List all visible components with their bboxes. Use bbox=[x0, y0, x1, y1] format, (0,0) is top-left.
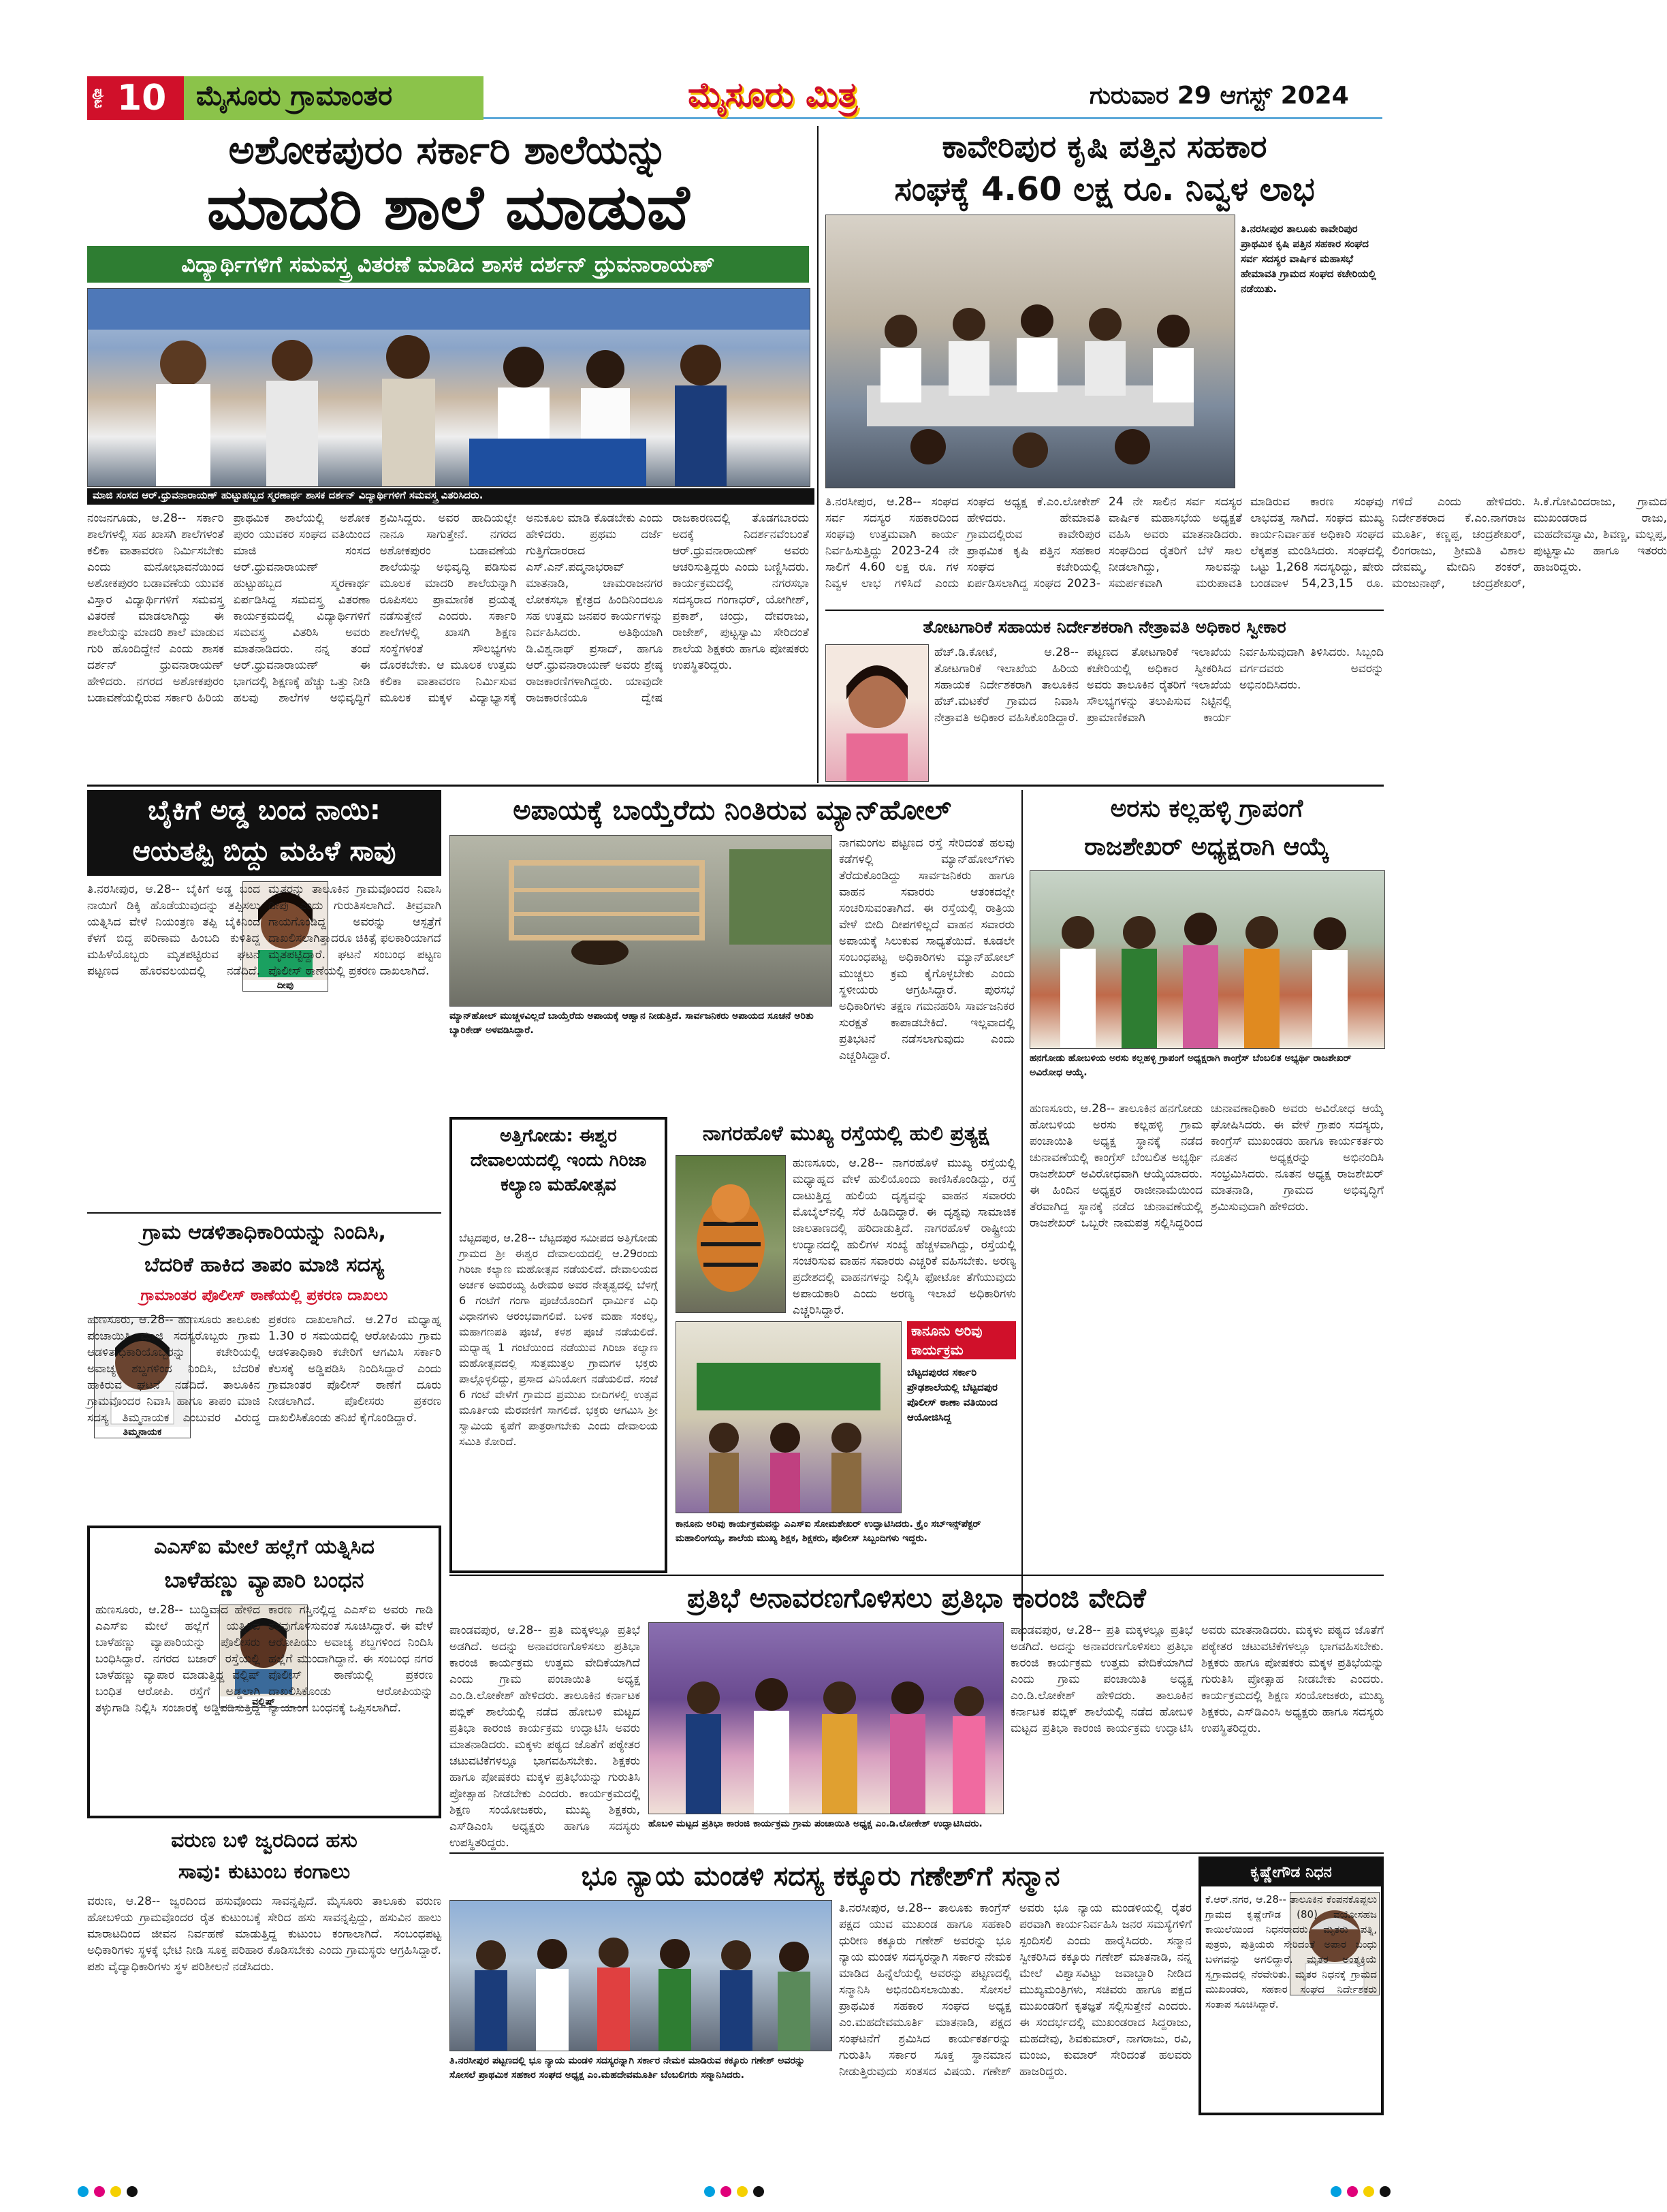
tiger-photo bbox=[676, 1155, 786, 1313]
registration-marks bbox=[0, 2179, 1468, 2207]
divider-threat bbox=[87, 1212, 441, 1214]
masthead-text: ಮೈಸೂರು ಮಿತ್ರ bbox=[688, 75, 858, 114]
legal-photo bbox=[676, 1321, 902, 1513]
page-number: 10 bbox=[117, 78, 167, 118]
legal-headline-1: ಕಾನೂನು ಅರಿವು bbox=[907, 1321, 1016, 1340]
honour-photo bbox=[449, 1900, 832, 2051]
registration-dot-magenta-icon bbox=[94, 2186, 105, 2197]
arrest-body: ಹುಣಸೂರು, ಆ.28-- ಬುದ್ಧಿವಾದ ಹೇಳಿದ ಎಎಸ್‌ಐ ಮೇಲೆ ಹಲ್ಲೆಗೆ ಯತ್ನಿಸಿದ ಬಾಳೆಹಣ್ಣು ವ್ಯಾಪಾರಿಯನ್ನು ಪೊಲೀಸರು ಬಂಧಿಸಿದ್ದಾರೆ. ನಗರದ ಬಜಾರ್ ರಸ್ತೆಯಲ್ಲಿ ಬಾಳೆಹಣ್ಣು ವ್ಯಾಪಾರ ಮಾಡುತ್ತಿದ್ದ ವಲ್ಲಿಷ್ ಬಂಧಿತ ಆರೋಪಿ. ರಸ್ತೆಗೆ ಅಡ್ಡಲಾಗಿ ತಳ್ಳುಗಾಡಿ ನಿಲ್ಲಿಸಿ ಸಂಚಾರಕ್ಕೆ ಅಡ್ಡಿಪಡಿಸುತ್ತಿದ್ದ ಕಾರಣ ಗಸ್ತಿನಲ್ಲಿದ್ದ ಎಎಸ್‌ಐ ಅವರು ಗಾಡಿ ತೆರವುಗೊಳಿಸುವಂತೆ ಸೂಚಿಸಿದ್ದಾರೆ. ಈ ವೇಳೆ ಆರೋಪಿಯು ಅವಾಚ್ಯ ಶಬ್ದಗಳಿಂದ ನಿಂದಿಸಿ ಹಲ್ಲೆಗೆ ಮುಂದಾಗಿದ್ದಾನೆ. ಈ ಸಂಬಂಧ ನಗರ ಪೊಲೀಸ್ ಠಾಣೆಯಲ್ಲಿ ಪ್ರಕರಣ ದಾಖಲಿಸಿಕೊಂಡು ಆರೋಪಿಯನ್ನು ನ್ಯಾಯಾಂಗ ಬಂಧನಕ್ಕೆ ಒಪ್ಪಿಸಲಾಗಿದೆ. bbox=[95, 1603, 433, 1715]
school-article bbox=[87, 126, 809, 783]
tiger-icon bbox=[676, 1156, 785, 1312]
divider-mid-right bbox=[1021, 790, 1023, 1641]
legal-headline-2: ಕಾರ್ಯಕ್ರಮ bbox=[907, 1340, 1016, 1359]
talent-body-right: ಪಾಂಡವಪುರ, ಆ.28-- ಪ್ರತಿ ಮಕ್ಕಳಲ್ಲೂ ಪ್ರತಿಭೆ ಅಡಗಿದೆ. ಅದನ್ನು ಅನಾವರಣಗೊಳಿಸಲು ಪ್ರತಿಭಾ ಕಾರಂಜಿ ಕಾರ್ಯಕ್ರಮ ಉತ್ತಮ ವೇದಿಕೆಯಾಗಿದೆ ಎಂದು ಗ್ರಾಮ ಪಂಚಾಯಿತಿ ಅಧ್ಯಕ್ಷ ಎಂ.ಡಿ.ಲೋಕೇಶ್ ಹೇಳಿದರು. ತಾಲೂಕಿನ ಕರ್ನಾಟಕ ಪಬ್ಲಿಕ್ ಶಾಲೆಯಲ್ಲಿ ನಡೆದ ಹೋಬಳಿ ಮಟ್ಟದ ಪ್ರತಿಭಾ ಕಾರಂಜಿ ಕಾರ್ಯಕ್ರಮ ಉದ್ಘಾಟಿಸಿ ಅವರು ಮಾತನಾಡಿದರು. ಮಕ್ಕಳು ಪಠ್ಯದ ಜೊತೆಗೆ ಪಠ್ಯೇತರ ಚಟುವಟಿಕೆಗಳಲ್ಲೂ ಭಾಗವಹಿಸಬೇಕು. ಶಿಕ್ಷಕರು ಹಾಗೂ ಪೋಷಕರು ಮಕ್ಕಳ ಪ್ರತಿಭೆಯನ್ನು ಗುರುತಿಸಿ ಪ್ರೋತ್ಸಾಹ ನೀಡಬೇಕು ಎಂದರು. ಕಾರ್ಯಕ್ರಮದಲ್ಲಿ ಶಿಕ್ಷಣ ಸಂಯೋಜಕರು, ಮುಖ್ಯ ಶಿಕ್ಷಕರು, ಎಸ್‌ಡಿಎಂಸಿ ಅಧ್ಯಕ್ಷರು ಹಾಗೂ ಸದಸ್ಯರು ಉಪಸ್ಥಿತರಿದ್ದರು. bbox=[1011, 1624, 1384, 1735]
fever-headline-2: ಸಾವು: ಕುಟುಂಬ ಕಂಗಾಲು bbox=[178, 1860, 351, 1884]
divider-mid-row bbox=[87, 785, 1384, 787]
registration-dot-black-icon bbox=[753, 2186, 764, 2197]
school-photo-figures-icon bbox=[88, 289, 810, 486]
talent-article bbox=[449, 1579, 1384, 1850]
registration-dot-yellow-icon bbox=[1363, 2186, 1374, 2197]
registration-dot-black-icon bbox=[1380, 2186, 1391, 2197]
appointment-article bbox=[825, 613, 1384, 783]
woman-portrait-icon bbox=[826, 645, 928, 781]
divider-appointment bbox=[825, 610, 1384, 611]
legal-side-caption: ಬೆಟ್ಟದಪುರದ ಸರ್ಕಾರಿ ಪ್ರೌಢಶಾಲೆಯಲ್ಲಿ ಬೆಟ್ಟದಪುರ ಪೊಲೀಸ್ ಠಾಣಾ ವತಿಯಿಂದ ಆಯೋಜಿಸಿದ್ದ bbox=[907, 1366, 998, 1423]
dog-headline-2: ಆಯತಪ್ಪಿ ಬಿದ್ದು ಮಹಿಳೆ ಸಾವು bbox=[132, 836, 396, 867]
arasu-headline-1: ಅರಸು ಕಲ್ಲಹಳ್ಳಿ ಗ್ರಾಪಂಗೆ bbox=[1110, 795, 1303, 823]
arasu-article bbox=[1030, 790, 1384, 1498]
dog-headline-box bbox=[87, 790, 441, 876]
manhole-article bbox=[449, 790, 1015, 1062]
threat-headline-2: ಬೆದರಿಕೆ ಹಾಕಿದ ತಾಪಂ ಮಾಜಿ ಸದಸ್ಯ bbox=[144, 1253, 384, 1277]
arrest-headline-2: ಬಾಳೆಹಣ್ಣು ವ್ಯಾಪಾರಿ ಬಂಧನ bbox=[164, 1567, 364, 1593]
registration-dot-black-icon bbox=[127, 2186, 138, 2197]
appointment-body: ಹೆಚ್.ಡಿ.ಕೋಟೆ, ಆ.28-- ತೋಟಗಾರಿಕೆ ಇಲಾಖೆಯ ಹಿರಿಯ ಸಹಾಯಕ ನಿರ್ದೇಶಕರಾಗಿ ತಾಲೂಕಿನ ಹೆಚ್.ಮಟಕೆರೆ ಗ್ರಾಮದ ನಿವಾಸಿ ನೇತ್ರಾವತಿ ಅಧಿಕಾರ ವಹಿಸಿಕೊಂಡಿದ್ದಾರೆ. ಪಟ್ಟಣದ ತೋಟಗಾರಿಕೆ ಇಲಾಖೆಯ ಕಚೇರಿಯಲ್ಲಿ ಅಧಿಕಾರ ಸ್ವೀಕರಿಸಿದ ಅವರು ತಾಲೂಕಿನ ರೈತರಿಗೆ ಇಲಾಖೆಯ ಸೌಲಭ್ಯಗಳನ್ನು ತಲುಪಿಸುವ ನಿಟ್ಟಿನಲ್ಲಿ ಪ್ರಾಮಾಣಿಕವಾಗಿ ಕಾರ್ಯ ನಿರ್ವಹಿಸುವುದಾಗಿ ತಿಳಿಸಿದರು. ಸಿಬ್ಬಂದಿ ವರ್ಗದವರು ಅವರನ್ನು ಅಭಿನಂದಿಸಿದರು. bbox=[934, 646, 1384, 725]
obituary-box bbox=[1198, 1856, 1384, 2115]
manhole-photo bbox=[449, 835, 832, 1007]
threat-photo-label: ತಿಮ್ಮನಾಯಕ bbox=[95, 1427, 190, 1438]
honour-headline: ಭೂ ನ್ಯಾಯ ಮಂಡಳಿ ಸದಸ್ಯ ಕಕ್ಕೂರು ಗಣೇಶ್‌ಗೆ ಸನ್ಮಾನ bbox=[581, 1861, 1060, 1892]
manhole-caption: ಮ್ಯಾನ್‌ಹೋಲ್ ಮುಚ್ಚಳವಿಲ್ಲದೆ ಬಾಯ್ತೆರೆದು ಅಪಾಯಕ್ಕೆ ಆಹ್ವಾನ ನೀಡುತ್ತಿದೆ. ಸಾರ್ವಜನಿಕರು ಅಪಾಯದ ಸೂಚನೆ ಅರಿತು ಬ್ಯಾರಿಕೇಡ್ ಅಳವಡಿಸಿದ್ದಾರೆ. bbox=[449, 1011, 814, 1036]
manhole-barricade-icon bbox=[450, 836, 831, 1006]
dog-photo-label: ದೀಪು bbox=[243, 980, 328, 991]
page-label: ಪುಟ bbox=[91, 89, 108, 109]
coop-photo-meeting-icon bbox=[826, 215, 1235, 488]
arasu-body: ಹುಣಸೂರು, ಆ.28-- ತಾಲೂಕಿನ ಹನಗೋಡು ಹೋಬಳಿಯ ಅರಸು ಕಲ್ಲಹಳ್ಳಿ ಗ್ರಾಮ ಪಂಚಾಯಿತಿ ಅಧ್ಯಕ್ಷ ಸ್ಥಾನಕ್ಕೆ ನಡೆದ ಚುನಾವಣೆಯಲ್ಲಿ ಕಾಂಗ್ರೆಸ್ ಬೆಂಬಲಿತ ಅಭ್ಯರ್ಥಿ ರಾಜಶೇಖರ್ ಅವಿರೋಧವಾಗಿ ಆಯ್ಕೆಯಾದರು. ಈ ಹಿಂದಿನ ಅಧ್ಯಕ್ಷರ ರಾಜೀನಾಮೆಯಿಂದ ತೆರವಾಗಿದ್ದ ಸ್ಥಾನಕ್ಕೆ ನಡೆದ ಚುನಾವಣೆಯಲ್ಲಿ ರಾಜಶೇಖರ್ ಒಬ್ಬರೇ ನಾಮಪತ್ರ ಸಲ್ಲಿಸಿದ್ದರಿಂದ ಚುನಾವಣಾಧಿಕಾರಿ ಅವರು ಅವಿರೋಧ ಆಯ್ಕೆ ಘೋಷಿಸಿದರು. ಈ ವೇಳೆ ಗ್ರಾಪಂ ಸದಸ್ಯರು, ಕಾಂಗ್ರೆಸ್ ಮುಖಂಡರು ಹಾಗೂ ಕಾರ್ಯಕರ್ತರು ನೂತನ ಅಧ್ಯಕ್ಷರನ್ನು ಅಭಿನಂದಿಸಿ ಸಂಭ್ರಮಿಸಿದರು. ನೂತನ ಅಧ್ಯಕ್ಷ ರಾಜಶೇಖರ್ ಮಾತನಾಡಿ, ಗ್ರಾಮದ ಅಭಿವೃದ್ಧಿಗೆ ಶ್ರಮಿಸುವುದಾಗಿ ಹೇಳಿದರು. bbox=[1030, 1102, 1384, 1230]
talent-stage-icon bbox=[649, 1623, 1003, 1814]
registration-dot-cyan-icon bbox=[704, 2186, 715, 2197]
talent-caption: ಹೊಬಳಿ ಮಟ್ಟದ ಪ್ರತಿಭಾ ಕಾರಂಜಿ ಕಾರ್ಯಕ್ರಮ ಗ್ರಾಮ ಪಂಚಾಯಿತಿ ಅಧ್ಯಕ್ಷ ಎಂ.ಡಿ.ಲೋಕೇಶ್ ಉದ್ಘಾಟಿಸಿದರು. bbox=[648, 1818, 983, 1829]
appointment-portrait bbox=[825, 644, 929, 782]
tiger-article bbox=[676, 1117, 1016, 1573]
coop-photo bbox=[825, 215, 1235, 488]
threat-headline-1: ಗ್ರಾಮ ಆಡಳಿತಾಧಿಕಾರಿಯನ್ನು ನಿಂದಿಸಿ, bbox=[142, 1220, 386, 1244]
dog-headline-1: ಬೈಕಿಗೆ ಅಡ್ಡ ಬಂದ ನಾಯಿ: bbox=[148, 795, 381, 826]
tiger-body: ಹುಣಸೂರು, ಆ.28-- ನಾಗರಹೊಳೆ ಮುಖ್ಯ ರಸ್ತೆಯಲ್ಲಿ ಮಧ್ಯಾಹ್ನದ ವೇಳೆ ಹುಲಿಯೊಂದು ಕಾಣಿಸಿಕೊಂಡಿದ್ದು, ರಸ್ತೆ ದಾಟುತ್ತಿದ್ದ ಹುಲಿಯ ದೃಶ್ಯವನ್ನು ವಾಹನ ಸವಾರರು ಮೊಬೈಲ್‌ನಲ್ಲಿ ಸೆರೆ ಹಿಡಿದಿದ್ದಾರೆ. ಈ ದೃಶ್ಯವು ಸಾಮಾಜಿಕ ಜಾಲತಾಣದಲ್ಲಿ ಹರಿದಾಡುತ್ತಿದೆ. ನಾಗರಹೊಳೆ ರಾಷ್ಟ್ರೀಯ ಉದ್ಯಾನದಲ್ಲಿ ಹುಲಿಗಳ ಸಂಖ್ಯೆ ಹೆಚ್ಚಳವಾಗಿದ್ದು, ರಸ್ತೆಯಲ್ಲಿ ಸಂಚರಿಸುವ ವಾಹನ ಸವಾರರು ಎಚ್ಚರಿಕೆ ವಹಿಸಬೇಕು. ಅರಣ್ಯ ಪ್ರದೇಶದಲ್ಲಿ ವಾಹನಗಳನ್ನು ನಿಲ್ಲಿಸಿ ಫೋಟೋ ತೆಗೆಯುವುದು ಅಪಾಯಕಾರಿ ಎಂದು ಅರಣ್ಯ ಇಲಾಖೆ ಅಧಿಕಾರಿಗಳು ಎಚ್ಚರಿಸಿದ್ದಾರೆ. bbox=[793, 1156, 1016, 1317]
divider-top-center bbox=[817, 126, 819, 783]
honour-body: ತಿ.ನರಸೀಪುರ, ಆ.28-- ತಾಲೂಕು ಕಾಂಗ್ರೆಸ್ ಪಕ್ಷದ ಯುವ ಮುಖಂಡ ಹಾಗೂ ಸಹಕಾರಿ ಧುರೀಣ ಕಕ್ಕೂರು ಗಣೇಶ್ ಅವರನ್ನು ಭೂ ನ್ಯಾಯ ಮಂಡಳಿ ಸದಸ್ಯರನ್ನಾಗಿ ಸರ್ಕಾರ ನೇಮಕ ಮಾಡಿದ ಹಿನ್ನೆಲೆಯಲ್ಲಿ ಅವರನ್ನು ಪಟ್ಟಣದಲ್ಲಿ ಸನ್ಮಾನಿಸಿ ಅಭಿನಂದಿಸಲಾಯಿತು. ಸೋಸಲೆ ಪ್ರಾಥಮಿಕ ಸಹಕಾರ ಸಂಘದ ಅಧ್ಯಕ್ಷ ಎಂ.ಮಹದೇವಮೂರ್ತಿ ಮಾತನಾಡಿ, ಪಕ್ಷದ ಸಂಘಟನೆಗೆ ಶ್ರಮಿಸಿದ ಕಾರ್ಯಕರ್ತರನ್ನು ಗುರುತಿಸಿ ಸರ್ಕಾರ ಸೂಕ್ತ ಸ್ಥಾನಮಾನ ನೀಡುತ್ತಿರುವುದು ಸಂತಸದ ವಿಷಯ. ಗಣೇಶ್ ಅವರು ಭೂ ನ್ಯಾಯ ಮಂಡಳಿಯಲ್ಲಿ ರೈತರ ಪರವಾಗಿ ಕಾರ್ಯನಿರ್ವಹಿಸಿ ಜನರ ಸಮಸ್ಯೆಗಳಿಗೆ ಸ್ಪಂದಿಸಲಿ ಎಂದು ಹಾರೈಸಿದರು. ಸನ್ಮಾನ ಸ್ವೀಕರಿಸಿದ ಕಕ್ಕೂರು ಗಣೇಶ್ ಮಾತನಾಡಿ, ನನ್ನ ಮೇಲೆ ವಿಶ್ವಾಸವಿಟ್ಟು ಜವಾಬ್ದಾರಿ ನೀಡಿದ ಮುಖ್ಯಮಂತ್ರಿಗಳು, ಸಚಿವರು ಹಾಗೂ ಪಕ್ಷದ ಮುಖಂಡರಿಗೆ ಕೃತಜ್ಞತೆ ಸಲ್ಲಿಸುತ್ತೇನೆ ಎಂದರು. ಈ ಸಂದರ್ಭದಲ್ಲಿ ಮುಖಂಡರಾದ ಸಿದ್ದರಾಜು, ಮಹದೇವು, ಶಿವಕುಮಾರ್, ನಾಗರಾಜು, ರವಿ, ಮಂಜು, ಕುಮಾರ್ ಸೇರಿದಂತೆ ಹಲವರು ಹಾಜರಿದ್ದರು. bbox=[839, 1901, 1192, 2079]
temple-body: ಬೆಟ್ಟದಪುರ, ಆ.28-- ಬೆಟ್ಟದಪುರ ಸಮೀಪದ ಅತ್ತಿಗೋಡು ಗ್ರಾಮದ ಶ್ರೀ ಈಶ್ವರ ದೇವಾಲಯದಲ್ಲಿ ಆ.29ರಂದು ಗಿರಿಜಾ ಕಲ್ಯಾಣ ಮಹೋತ್ಸವ ನಡೆಯಲಿದೆ. ದೇವಾಲಯದ ಅರ್ಚಕ ಅಮರಯ್ಯ ಹಿರೇಮಠ ಅವರ ನೇತೃತ್ವದಲ್ಲಿ ಬೆಳಗ್ಗೆ 6 ಗಂಟೆಗೆ ಗಂಗಾ ಪೂಜೆಯೊಂದಿಗೆ ಧಾರ್ಮಿಕ ವಿಧಿ ವಿಧಾನಗಳು ಆರಂಭವಾಗಲಿವೆ. ಬಳಿಕ ಮಹಾ ಸಂಕಲ್ಪ, ಮಹಾಗಣಪತಿ ಪೂಜೆ, ಕಳಶ ಪೂಜೆ ನಡೆಯಲಿದೆ. ಮಧ್ಯಾಹ್ನ 1 ಗಂಟೆಯಿಂದ ನಡೆಯುವ ಗಿರಿಜಾ ಕಲ್ಯಾಣ ಮಹೋತ್ಸವದಲ್ಲಿ ಸುತ್ತಮುತ್ತಲ ಗ್ರಾಮಗಳ ಭಕ್ತರು ಪಾಲ್ಗೊಳ್ಳಲಿದ್ದು, ಪ್ರಸಾದ ವಿನಿಯೋಗ ನಡೆಯಲಿದೆ. ಸಂಜೆ 6 ಗಂಟೆ ವೇಳೆಗೆ ಗ್ರಾಮದ ಪ್ರಮುಖ ಬೀದಿಗಳಲ್ಲಿ ಉತ್ಸವ ಮೂರ್ತಿಯ ಮೆರವಣಿಗೆ ಸಾಗಲಿದೆ. ಭಕ್ತರು ಆಗಮಿಸಿ ಶ್ರೀ ಸ್ವಾಮಿಯ ಕೃಪೆಗೆ ಪಾತ್ರರಾಗಬೇಕು ಎಂದು ದೇವಾಲಯ ಸಮಿತಿ ಕೋರಿದೆ. bbox=[459, 1231, 658, 1448]
manhole-headline: ಅಪಾಯಕ್ಕೆ ಬಾಯ್ತೆರೆದು ನಿಂತಿರುವ ಮ್ಯಾನ್‌ಹೋಲ್ bbox=[513, 795, 951, 826]
registration-dot-magenta-icon bbox=[1347, 2186, 1358, 2197]
arasu-headline-2: ರಾಜಶೇಖರ್ ಅಧ್ಯಕ್ಷರಾಗಿ ಆಯ್ಕೆ bbox=[1084, 833, 1329, 861]
section-name: ಮೈಸೂರು ಗ್ರಾಮಾಂತರ bbox=[196, 80, 393, 112]
registration-dot-yellow-icon bbox=[110, 2186, 121, 2197]
registration-dot-yellow-icon bbox=[737, 2186, 748, 2197]
coop-caption: ತಿ.ನರಸೀಪುರ ತಾಲೂಕು ಕಾವೇರಿಪುರ ಪ್ರಾಥಮಿಕ ಕೃಷಿ ಪತ್ತಿನ ಸಹಕಾರ ಸಂಘದ ಸರ್ವ ಸದಸ್ಯರ ವಾರ್ಷಿಕ ಮಹಾಸಭೆ ಹೇಮಾವತಿ ಗ್ರಾಮದ ಸಂಘದ ಕಚೇರಿಯಲ್ಲಿ ನಡೆಯಿತು. bbox=[1241, 223, 1376, 295]
threat-article bbox=[87, 1216, 441, 1523]
school-headline-2: ಮಾದರಿ ಶಾಲೆ ಮಾಡುವೆ bbox=[206, 171, 690, 244]
registration-dot-cyan-icon bbox=[78, 2186, 89, 2197]
arasu-caption: ಹನಗೋಡು ಹೋಬಳಿಯ ಅರಸು ಕಲ್ಲಹಳ್ಳಿ ಗ್ರಾಪಂಗೆ ಅಧ್ಯಕ್ಷರಾಗಿ ಕಾಂಗ್ರೆಸ್ ಬೆಂಬಲಿತ ಅಭ್ಯರ್ಥಿ ರಾಜಶೇಖರ್ ಅವಿರೋಧ ಆಯ್ಕೆ. bbox=[1030, 1053, 1352, 1078]
temple-headline: ಅತ್ತಿಗೋಡು: ಈಶ್ವರ ದೇವಾಲಯದಲ್ಲಿ ಇಂದು ಗಿರಿಜಾ ಕಲ್ಯಾಣ ಮಹೋತ್ಸವ bbox=[470, 1126, 647, 1195]
school-caption: ಮಾಜಿ ಸಂಸದ ಆರ್.ಧ್ರುವನಾರಾಯಣ್ ಹುಟ್ಟುಹಬ್ಬದ ಸ್ಮರಣಾರ್ಥ ಶಾಸಕ ದರ್ಶನ್ ವಿದ್ಯಾರ್ಥಿಗಳಿಗೆ ಸಮವಸ್ತ್ರ ವಿತರಿಸಿದರು. bbox=[87, 488, 814, 505]
tiger-headline: ನಾಗರಹೊಳೆ ಮುಖ್ಯ ರಸ್ತೆಯಲ್ಲಿ ಹುಲಿ ಪ್ರತ್ಯಕ್ಷ bbox=[702, 1122, 989, 1146]
divider-honour bbox=[449, 1852, 1384, 1854]
school-subtitle-bar bbox=[87, 246, 809, 283]
fever-headline-1: ವರುಣ ಬಳಿ ಜ್ವರದಿಂದ ಹಸು bbox=[171, 1829, 358, 1852]
obituary-headline: ಕೃಷ್ಣೇಗೌಡ ನಿಧನ bbox=[1201, 1859, 1381, 1886]
coop-body: ತಿ.ನರಸೀಪುರ, ಆ.28-- ಸಂಘದ ಸರ್ವ ಸದಸ್ಯರ ಸಹಕಾರದಿಂದ ಸಂಘವು ಉತ್ತಮವಾಗಿ ಕಾರ್ಯ ನಿರ್ವಹಿಸುತ್ತಿದ್ದು 2023-24 ನೇ ಸಾಲಿಗೆ 4.60 ಲಕ್ಷ ರೂ. ಗಳ ನಿವ್ವಳ ಲಾಭ ಗಳಿಸಿದೆ ಎಂದು ಸಂಘದ ಅಧ್ಯಕ್ಷ ಕೆ.ಎಂ.ಲೋಕೇಶ್ ಹೇಳಿದರು. ಹೇಮಾವತಿ ಗ್ರಾಮದಲ್ಲಿರುವ ಕಾವೇರಿಪುರ ಪ್ರಾಥಮಿಕ ಕೃಷಿ ಪತ್ತಿನ ಸಹಕಾರ ಸಂಘದ ಕಚೇರಿಯಲ್ಲಿ ಏರ್ಪಡಿಸಲಾಗಿದ್ದ ಸಂಘದ 2023-24 ನೇ ಸಾಲಿನ ಸರ್ವ ಸದಸ್ಯರ ವಾರ್ಷಿಕ ಮಹಾಸಭೆಯ ಅಧ್ಯಕ್ಷತೆ ವಹಿಸಿ ಅವರು ಮಾತನಾಡಿದರು. ಸಂಘದಿಂದ ರೈತರಿಗೆ ಬೆಳೆ ಸಾಲ ನೀಡಲಾಗಿದ್ದು, ಸಾಲವನ್ನು ಸಮರ್ಪಕವಾಗಿ ಮರುಪಾವತಿ ಮಾಡಿರುವ ಕಾರಣ ಸಂಘವು ಲಾಭದತ್ತ ಸಾಗಿದೆ. ಸಂಘದ ಮುಖ್ಯ ಕಾರ್ಯನಿರ್ವಾಹಕ ಅಧಿಕಾರಿ ಸಂಘದ ಲೆಕ್ಕಪತ್ರ ಮಂಡಿಸಿದರು. ಸಂಘದಲ್ಲಿ ಒಟ್ಟು 1,268 ಸದಸ್ಯರಿದ್ದು, ಷೇರು ಬಂಡವಾಳ 54,23,15 ರೂ. ಗಳಿದೆ ಎಂದು ಹೇಳಿದರು. ನಿರ್ದೇಶಕರಾದ ಕೆ.ಎಂ.ನಾಗರಾಜ ಮೂರ್ತಿ, ಕಣ್ಣಪ್ಪ, ಚಂದ್ರಶೇಖರ್, ಲಿಂಗರಾಜು, ಶ್ರೀಮತಿ ವಿಶಾಲ ದೇವಮ್ಮ, ಮೇದಿನಿ ಶಂಕರ್, ಮಂಜುನಾಥ್, ಚಂದ್ರಶೇಖರ್, ಸಿ.ಕೆ.ಗೋವಿಂದರಾಜು, ಗ್ರಾಮದ ಮುಖಂಡರಾದ ರಾಜು, ಮಹದೇವಸ್ವಾಮಿ, ಶಿವಣ್ಣ, ಮಲ್ಲಪ್ಪ, ಪುಟ್ಟಸ್ವಾಮಿ ಹಾಗೂ ಇತರರು ಹಾಜರಿದ್ದರು. bbox=[825, 495, 1667, 590]
talent-body-left: ಪಾಂಡವಪುರ, ಆ.28-- ಪ್ರತಿ ಮಕ್ಕಳಲ್ಲೂ ಪ್ರತಿಭೆ ಅಡಗಿದೆ. ಅದನ್ನು ಅನಾವರಣಗೊಳಿಸಲು ಪ್ರತಿಭಾ ಕಾರಂಜಿ ಕಾರ್ಯಕ್ರಮ ಉತ್ತಮ ವೇದಿಕೆಯಾಗಿದೆ ಎಂದು ಗ್ರಾಮ ಪಂಚಾಯಿತಿ ಅಧ್ಯಕ್ಷ ಎಂ.ಡಿ.ಲೋಕೇಶ್ ಹೇಳಿದರು. ತಾಲೂಕಿನ ಕರ್ನಾಟಕ ಪಬ್ಲಿಕ್ ಶಾಲೆಯಲ್ಲಿ ನಡೆದ ಹೋಬಳಿ ಮಟ್ಟದ ಪ್ರತಿಭಾ ಕಾರಂಜಿ ಕಾರ್ಯಕ್ರಮ ಉದ್ಘಾಟಿಸಿ ಅವರು ಮಾತನಾಡಿದರು. ಮಕ್ಕಳು ಪಠ್ಯದ ಜೊತೆಗೆ ಪಠ್ಯೇತರ ಚಟುವಟಿಕೆಗಳಲ್ಲೂ ಭಾಗವಹಿಸಬೇಕು. ಶಿಕ್ಷಕರು ಹಾಗೂ ಪೋಷಕರು ಮಕ್ಕಳ ಪ್ರತಿಭೆಯನ್ನು ಗುರುತಿಸಿ ಪ್ರೋತ್ಸಾಹ ನೀಡಬೇಕು ಎಂದರು. ಕಾರ್ಯಕ್ರಮದಲ್ಲಿ ಶಿಕ್ಷಣ ಸಂಯೋಜಕರು, ಮುಖ್ಯ ಶಿಕ್ಷಕರು, ಎಸ್‌ಡಿಎಂಸಿ ಅಧ್ಯಕ್ಷರು ಹಾಗೂ ಸದಸ್ಯರು ಉಪಸ್ಥಿತರಿದ್ದರು. bbox=[449, 1624, 640, 1850]
legal-event-icon bbox=[676, 1322, 901, 1513]
legal-caption: ಕಾನೂನು ಅರಿವು ಕಾರ್ಯಕ್ರಮವನ್ನು ಎಎಸ್‌ಐ ಸೋಮಶೇಖರ್ ಉದ್ಘಾಟಿಸಿದರು. ಕ್ರೈಂ ಸಬ್‌ಇನ್ಸ್‌ಪೆಕ್ಟರ್ ಮಹಾಲಿಂಗಯ್ಯ, ಶಾಲೆಯ ಮುಖ್ಯ ಶಿಕ್ಷಕ, ಶಿಕ್ಷಕರು, ಪೊಲೀಸ್ ಸಿಬ್ಬಂದಿಗಳು ಇದ್ದರು. bbox=[676, 1519, 981, 1544]
manhole-body: ನಾಗಮಂಗಲ ಪಟ್ಟಣದ ರಸ್ತೆ ಸೇರಿದಂತೆ ಹಲವು ಕಡೆಗಳಲ್ಲಿ ಮ್ಯಾನ್‌ಹೋಲ್‌ಗಳು ತೆರೆದುಕೊಂಡಿದ್ದು ಸಾರ್ವಜನಿಕರು ಹಾಗೂ ವಾಹನ ಸವಾರರು ಆತಂಕದಲ್ಲೇ ಸಂಚರಿಸುವಂತಾಗಿದೆ. ಈ ರಸ್ತೆಯಲ್ಲಿ ರಾತ್ರಿಯ ವೇಳೆ ಬೀದಿ ದೀಪಗಳಿಲ್ಲದೆ ವಾಹನ ಸವಾರರು ಅಪಾಯಕ್ಕೆ ಸಿಲುಕುವ ಸಾಧ್ಯತೆಯಿದೆ. ಕೂಡಲೇ ಸಂಬಂಧಪಟ್ಟ ಅಧಿಕಾರಿಗಳು ಮ್ಯಾನ್‌ಹೋಲ್ ಮುಚ್ಚಲು ಕ್ರಮ ಕೈಗೊಳ್ಳಬೇಕು ಎಂದು ಸ್ಥಳೀಯರು ಆಗ್ರಹಿಸಿದ್ದಾರೆ. ಪುರಸಭೆ ಅಧಿಕಾರಿಗಳು ತಕ್ಷಣ ಗಮನಹರಿಸಿ ಸಾರ್ವಜನಿಕರ ಸುರಕ್ಷತೆ ಕಾಪಾಡಬೇಕಿದೆ. ಇಲ್ಲವಾದಲ್ಲಿ ಪ್ರತಿಭಟನೆ ನಡೆಸಲಾಗುವುದು ಎಂದು ಎಚ್ಚರಿಸಿದ್ದಾರೆ. bbox=[839, 836, 1015, 1062]
arasu-photo bbox=[1030, 870, 1385, 1049]
dog-body: ತಿ.ನರಸೀಪುರ, ಆ.28-- ಬೈಕಿಗೆ ಅಡ್ಡ ಬಂದ ನಾಯಿಗೆ ಡಿಕ್ಕಿ ಹೊಡೆಯುವುದನ್ನು ತಪ್ಪಿಸಲು ಯತ್ನಿಸಿದ ವೇಳೆ ನಿಯಂತ್ರಣ ತಪ್ಪಿ ಬೈಕಿನಿಂದ ಕೆಳಗೆ ಬಿದ್ದ ಪರಿಣಾಮ ಹಿಂಬದಿ ಕುಳಿತಿದ್ದ ಮಹಿಳೆಯೊಬ್ಬರು ಮೃತಪಟ್ಟಿರುವ ಘಟನೆ ಪಟ್ಟಣದ ಹೊರವಲಯದಲ್ಲಿ ನಡೆದಿದೆ. ಮೃತರನ್ನು ತಾಲೂಕಿನ ಗ್ರಾಮವೊಂದರ ನಿವಾಸಿ ದೀಪು ಎಂದು ಗುರುತಿಸಲಾಗಿದೆ. ತೀವ್ರವಾಗಿ ಗಾಯಗೊಂಡಿದ್ದ ಅವರನ್ನು ಆಸ್ಪತ್ರೆಗೆ ದಾಖಲಿಸಲಾಗಿತ್ತಾದರೂ ಚಿಕಿತ್ಸೆ ಫಲಕಾರಿಯಾಗದೆ ಮೃತಪಟ್ಟಿದ್ದಾರೆ. ಘಟನೆ ಸಂಬಂಧ ಪಟ್ಟಣ ಪೊಲೀಸ್ ಠಾಣೆಯಲ್ಲಿ ಪ್ರಕರಣ ದಾಖಲಾಗಿದೆ. bbox=[87, 883, 441, 978]
threat-body: ಹುಣಸೂರು, ಆ.28-- ಹುಣಸೂರು ತಾಲೂಕು ಪಂಚಾಯಿತಿ ಮಾಜಿ ಸದಸ್ಯರೊಬ್ಬರು ಗ್ರಾಮ ಆಡಳಿತಾಧಿಕಾರಿಯೊಬ್ಬರನ್ನು ಕಚೇರಿಯಲ್ಲಿ ಅವಾಚ್ಯ ಶಬ್ದಗಳಿಂದ ನಿಂದಿಸಿ, ಬೆದರಿಕೆ ಹಾಕಿರುವ ಘಟನೆ ನಡೆದಿದೆ. ತಾಲೂಕಿನ ಗ್ರಾಮವೊಂದರ ನಿವಾಸಿ ಹಾಗೂ ತಾಪಂ ಮಾಜಿ ಸದಸ್ಯ ತಿಮ್ಮನಾಯಕ ಎಂಬುವರ ವಿರುದ್ಧ ಪ್ರಕರಣ ದಾಖಲಾಗಿದೆ. ಆ.27ರ ಮಧ್ಯಾಹ್ನ 1.30 ರ ಸಮಯದಲ್ಲಿ ಆರೋಪಿಯು ಗ್ರಾಮ ಆಡಳಿತಾಧಿಕಾರಿ ಕಚೇರಿಗೆ ಆಗಮಿಸಿ ಸರ್ಕಾರಿ ಕೆಲಸಕ್ಕೆ ಅಡ್ಡಿಪಡಿಸಿ ನಿಂದಿಸಿದ್ದಾರೆ ಎಂದು ಗ್ರಾಮಾಂತರ ಪೊಲೀಸ್ ಠಾಣೆಗೆ ದೂರು ನೀಡಲಾಗಿದೆ. ಪೊಲೀಸರು ಪ್ರಕರಣ ದಾಖಲಿಸಿಕೊಂಡು ತನಿಖೆ ಕೈಗೊಂಡಿದ್ದಾರೆ. bbox=[87, 1313, 441, 1425]
page-header bbox=[0, 0, 1468, 119]
school-subtitle: ವಿದ್ಯಾರ್ಥಿಗಳಿಗೆ ಸಮವಸ್ತ್ರ ವಿತರಣೆ ಮಾಡಿದ ಶಾಸಕ ದರ್ಶನ್ ಧ್ರುವನಾರಾಯಣ್ bbox=[181, 251, 715, 277]
talent-photo bbox=[648, 1622, 1004, 1814]
arrest-photo-label: ವಲ್ಲಿಷ್ bbox=[220, 1696, 307, 1707]
coop-headline-1: ಕಾವೇರಿಪುರ ಕೃಷಿ ಪತ್ತಿನ ಸಹಕಾರ bbox=[942, 128, 1267, 165]
school-photo bbox=[87, 288, 810, 487]
appointment-headline: ತೋಟಗಾರಿಕೆ ಸಹಾಯಕ ನಿರ್ದೇಶಕರಾಗಿ ನೇತ್ರಾವತಿ ಅಧಿಕಾರ ಸ್ವೀಕಾರ bbox=[923, 617, 1286, 637]
fever-article bbox=[87, 1825, 441, 2111]
coop-headline-2: ಸಂಘಕ್ಕೆ 4.60 ಲಕ್ಷ ರೂ. ನಿವ್ವಳ ಲಾಭ bbox=[894, 170, 1315, 208]
issue-date: ಗುರುವಾರ 29 ಆಗಸ್ಟ್ 2024 bbox=[1090, 82, 1349, 110]
registration-dot-magenta-icon bbox=[720, 2186, 731, 2197]
arrest-headline-1: ಎಎಸ್‌ಐ ಮೇಲೆ ಹಲ್ಲೆಗೆ ಯತ್ನಿಸಿದ bbox=[154, 1535, 375, 1559]
registration-dot-cyan-icon bbox=[1331, 2186, 1341, 2197]
masthead-logo bbox=[688, 75, 974, 118]
temple-box bbox=[449, 1117, 667, 1573]
obituary-body: ಕೆ.ಆರ್.ನಗರ, ಆ.28-- ತಾಲೂಕಿನ ಕೆಂಪನಕೊಪ್ಪಲು ಗ್ರಾಮದ ಕೃಷ್ಣೇಗೌಡ (80) ವಯೋಸಹಜ ಕಾಯಿಲೆಯಿಂದ ನಿಧನರಾದರು. ಮೃತರು ಪತ್ನಿ, ಪುತ್ರರು, ಪುತ್ರಿಯರು ಸೇರಿದಂತೆ ಅಪಾರ ಬಂಧು ಬಳಗವನ್ನು ಅಗಲಿದ್ದಾರೆ. ಮೃತರ ಅಂತ್ಯಕ್ರಿಯೆ ಸ್ವಗ್ರಾಮದಲ್ಲಿ ನೆರವೇರಿತು. ಮೃತರ ನಿಧನಕ್ಕೆ ಗ್ರಾಮದ ಮುಖಂಡರು, ಸಹಕಾರ ಸಂಘದ ನಿರ್ದೇಶಕರು ಸಂತಾಪ ಸೂಚಿಸಿದ್ದಾರೆ. bbox=[1205, 1893, 1377, 2010]
page-number-box bbox=[87, 76, 184, 120]
section-band bbox=[184, 76, 483, 120]
arrest-box bbox=[87, 1526, 441, 1818]
legal-side bbox=[907, 1321, 1016, 1512]
school-body: ನಂಜನಗೂಡು, ಆ.28-- ಸರ್ಕಾರಿ ಶಾಲೆಗಳಲ್ಲಿ ಸಹ ಖಾಸಗಿ ಶಾಲೆಗಳಂತೆ ಕಲಿಕಾ ವಾತಾವರಣ ನಿರ್ಮಿಸಬೇಕು ಎಂದು ಮನೋಭಾವನೆಯಿಂದ ಅಶೋಕಪುರಂ ಬಡಾವಣೆಯ ಯುವಕ ವಿಸ್ತಾರ ವಿದ್ಯಾರ್ಥಿಗಳಿಗೆ ಸಮವಸ್ತ್ರ ವಿತರಣೆ ಮಾಡಲಾಗಿದ್ದು ಈ ಶಾಲೆಯನ್ನು ಮಾದರಿ ಶಾಲೆ ಮಾಡುವ ಗುರಿ ಹೊಂದಿದ್ದೇನೆ ಎಂದು ಶಾಸಕ ದರ್ಶನ್ ಧ್ರುವನಾರಾಯಣ್ ಹೇಳಿದರು. ನಗರದ ಅಶೋಕಪುರಂ ಬಡಾವಣೆಯಲ್ಲಿರುವ ಸರ್ಕಾರಿ ಹಿರಿಯ ಪ್ರಾಥಮಿಕ ಶಾಲೆಯಲ್ಲಿ ಅಶೋಕ ಪುರಂ ಯುವಕರ ಸಂಘದ ವತಿಯಿಂದ ಮಾಜಿ ಸಂಸದ ಆರ್.ಧ್ರುವನಾರಾಯಣ್ ಹುಟ್ಟುಹಬ್ಬದ ಸ್ಮರಣಾರ್ಥ ಏರ್ಪಡಿಸಿದ್ದ ಸಮವಸ್ತ್ರ ವಿತರಣಾ ಕಾರ್ಯಕ್ರಮದಲ್ಲಿ ವಿದ್ಯಾರ್ಥಿಗಳಿಗೆ ಸಮವಸ್ತ್ರ ವಿತರಿಸಿ ಅವರು ಮಾತನಾಡಿದರು. ನನ್ನ ತಂದೆ ಆರ್.ಧ್ರುವನಾರಾಯಣ್ ಈ ಭಾಗದಲ್ಲಿ ಶಿಕ್ಷಣಕ್ಕೆ ಹೆಚ್ಚು ಒತ್ತು ನೀಡಿ ಹಲವು ಶಾಲೆಗಳ ಅಭಿವೃದ್ಧಿಗೆ ಶ್ರಮಿಸಿದ್ದರು. ಅವರ ಹಾದಿಯಲ್ಲೇ ನಾನೂ ಸಾಗುತ್ತೇನೆ. ನಗರದ ಅಶೋಕಪುರಂ ಬಡಾವಣೆಯ ಶಾಲೆಯನ್ನು ಅಭಿವೃದ್ಧಿ ಪಡಿಸುವ ಮೂಲಕ ಮಾದರಿ ಶಾಲೆಯನ್ನಾಗಿ ರೂಪಿಸಲು ಪ್ರಾಮಾಣಿಕ ಪ್ರಯತ್ನ ನಡೆಸುತ್ತೇನೆ ಎಂದರು. ಸರ್ಕಾರಿ ಶಾಲೆಗಳಲ್ಲಿ ಖಾಸಗಿ ಶಿಕ್ಷಣ ಸಂಸ್ಥೆಗಳಂತೆ ಸೌಲಭ್ಯಗಳು ದೊರಕಬೇಕು. ಆ ಮೂಲಕ ಉತ್ತಮ ಕಲಿಕಾ ವಾತಾವರಣ ನಿರ್ಮಿಸುವ ಮೂಲಕ ಮಕ್ಕಳ ವಿದ್ಯಾಭ್ಯಾಸಕ್ಕೆ ಅನುಕೂಲ ಮಾಡಿ ಕೊಡಬೇಕು ಎಂದು ಹೇಳಿದರು. ಪ್ರಥಮ ದರ್ಜೆ ಗುತ್ತಿಗೆದಾರರಾದ ಎಸ್.ಎನ್.ಪದ್ಮನಾಭರಾವ್ ಮಾತನಾಡಿ, ಚಾಮರಾಜನಗರ ಲೋಕಸಭಾ ಕ್ಷೇತ್ರದ ಹಿಂದಿನಿಂದಲೂ ಸಹ ಉತ್ತಮ ಜನಪರ ಕಾರ್ಯಗಳನ್ನು ನಿರ್ವಹಿಸಿದರು. ಅತಿಥಿಯಾಗಿ ಡಿ.ವಿಶ್ವನಾಥ್ ಪ್ರಸಾದ್, ಹಾಗೂ ಆರ್.ಧ್ರುವನಾರಾಯಣ್ ಅವರು ಶ್ರೇಷ್ಠ ರಾಜಕಾರಣಿಗಳಾಗಿದ್ದರು. ಯಾವುದೇ ರಾಜಕಾರಣಿಯೂ ದ್ವೇಷ ರಾಜಕಾರಣದಲ್ಲಿ ತೊಡಗಬಾರದು ಅದಕ್ಕೆ ನಿದರ್ಶನವೆಂಬಂತೆ ಆರ್.ಧ್ರುವನಾರಾಯಣ್ ಅವರು ಆಚರಿಸುತ್ತಿದ್ದರು ಎಂದು ಬಣ್ಣಿಸಿದರು. ಕಾರ್ಯಕ್ರಮದಲ್ಲಿ ನಗರಸಭಾ ಸದಸ್ಯರಾದ ಗಂಗಾಧರ್, ಯೋಗೀಶ್, ಪ್ರಕಾಶ್, ಚಂದ್ರು, ದೇವರಾಜು, ರಾಜೇಶ್, ಪುಟ್ಟಸ್ವಾಮಿ ಸೇರಿದಂತೆ ಶಾಲೆಯ ಶಿಕ್ಷಕರು ಹಾಗೂ ಪೋಷಕರು ಉಪಸ್ಥಿತರಿದ್ದರು. bbox=[87, 511, 809, 705]
divider-talent bbox=[449, 1575, 1384, 1576]
honour-group-icon bbox=[450, 1901, 831, 2051]
fever-body: ವರುಣ, ಆ.28-- ಜ್ವರದಿಂದ ಹಸುವೊಂದು ಸಾವನ್ನಪ್ಪಿದೆ. ಮೈಸೂರು ತಾಲೂಕು ವರುಣ ಹೋಬಳಿಯ ಗ್ರಾಮವೊಂದರ ರೈತ ಕುಟುಂಬಕ್ಕೆ ಸೇರಿದ ಹಸು ಸಾವನ್ನಪ್ಪಿದ್ದು, ಹಸುವಿನ ಹಾಲು ಮಾರಾಟದಿಂದ ಜೀವನ ನಿರ್ವಹಣೆ ಮಾಡುತ್ತಿದ್ದ ಕುಟುಂಬ ಕಂಗಾಲಾಗಿದೆ. ಸಂಬಂಧಪಟ್ಟ ಅಧಿಕಾರಿಗಳು ಸ್ಥಳಕ್ಕೆ ಭೇಟಿ ನೀಡಿ ಸೂಕ್ತ ಪರಿಹಾರ ಕೊಡಿಸಬೇಕು ಎಂದು ಗ್ರಾಮಸ್ಥರು ಆಗ್ರಹಿಸಿದ್ದಾರೆ. ಪಶು ವೈದ್ಯಾಧಿಕಾರಿಗಳು ಸ್ಥಳ ಪರಿಶೀಲನೆ ನಡೆಸಿದರು. bbox=[87, 1895, 441, 1974]
arasu-group-icon bbox=[1030, 871, 1384, 1048]
talent-headline: ಪ್ರತಿಭೆ ಅನಾವರಣಗೊಳಿಸಲು ಪ್ರತಿಭಾ ಕಾರಂಜಿ ವೇದಿಕೆ bbox=[687, 1583, 1146, 1614]
cooperative-article bbox=[825, 126, 1667, 606]
honour-caption: ತಿ.ನರಸೀಪುರ ಪಟ್ಟಣದಲ್ಲಿ ಭೂ ನ್ಯಾಯ ಮಂಡಳಿ ಸದಸ್ಯರನ್ನಾಗಿ ಸರ್ಕಾರ ನೇಮಕ ಮಾಡಿರುವ ಕಕ್ಕೂರು ಗಣೇಶ್ ಅವರನ್ನು ಸೋಸಲೆ ಪ್ರಾಥಮಿಕ ಸಹಕಾರ ಸಂಘದ ಅಧ್ಯಕ್ಷ ಎಂ.ಮಹದೇವಮೂರ್ತಿ ಬೆಂಬಲಿಗರು ಸನ್ಮಾನಿಸಿದರು. bbox=[449, 2055, 805, 2081]
dog-article bbox=[87, 790, 441, 1212]
school-headline-1: ಅಶೋಕಪುರಂ ಸರ್ಕಾರಿ ಶಾಲೆಯನ್ನು bbox=[228, 127, 668, 173]
honour-article bbox=[449, 1856, 1192, 2115]
threat-subtitle: ಗ್ರಾಮಾಂತರ ಪೊಲೀಸ್ ಠಾಣೆಯಲ್ಲಿ ಪ್ರಕರಣ ದಾಖಲು bbox=[140, 1287, 388, 1304]
